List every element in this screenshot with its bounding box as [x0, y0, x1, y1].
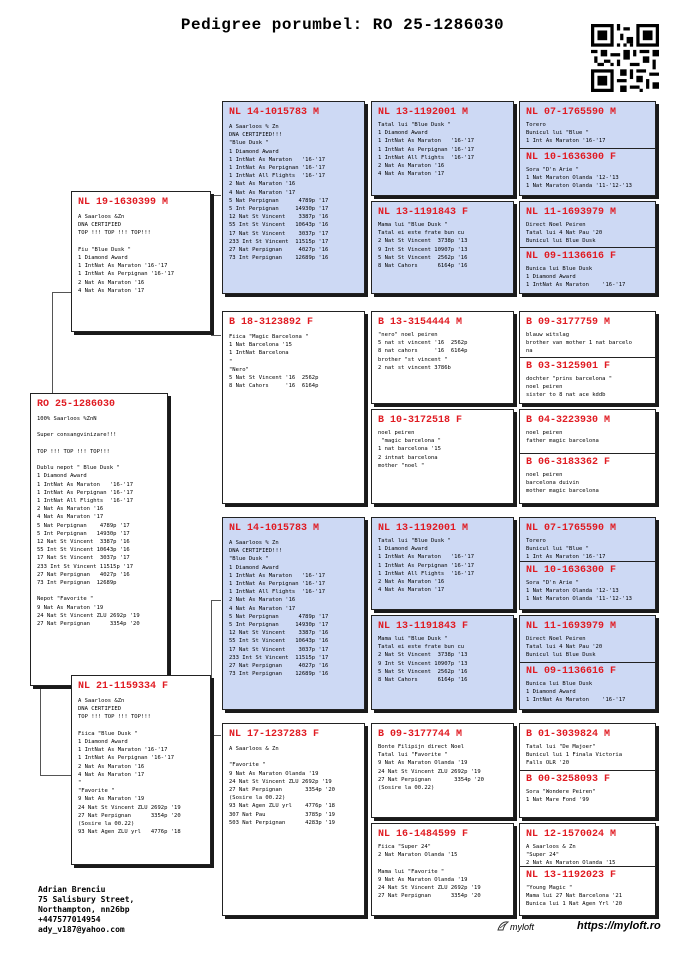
connector-line — [211, 735, 221, 736]
breeder-name: Adrian Brenciu — [38, 885, 106, 894]
ancestor-ring: NL 07-1765590 M — [526, 107, 617, 118]
ancestor-ring: NL 12-1570024 M — [526, 829, 617, 840]
ancestor-ring: NL 13-1191843 F — [378, 621, 469, 632]
dam-card[interactable] — [71, 675, 211, 865]
sire-ring: NL 19-1630399 M — [78, 197, 169, 208]
subject-details: 100% Saarloos %ZnN Super consangvinizare!!! TOP !!! TOP !!! TOP!!! Dublu nepot " Blue Dusk " 1 Diamond Award 1 IntNat As Maraton '16-'17 1 IntNat As Perpignan '16-'17 1 IntNat All Flights '16-'17 2 Nat As Maraton '16 4 Nat As Maraton '17 5 Nat Perpignan 4789p '17 5 Int Perpignan 14930p '17 12 Nat St Vincent 3387p '16 55 Int St Vincent 10643p '16 17 Nat St Vincent 3037p '17 233 Int St Vincent 11515p '17 27 Nat Perpignan 4027p '16 73 Int Perpignan 12689p Nepot "Favorite " 9 Nat As Maraton '19 24 Nat St Vincent ZLU 2692p '19 27 Nat Perpignan 3354p '20 — [37, 416, 140, 628]
subject-card[interactable] — [30, 393, 168, 686]
great-grandparent-card[interactable] — [371, 101, 514, 196]
gen4-pair-card[interactable] — [519, 823, 656, 916]
connector-line — [514, 628, 515, 672]
ancestor-ring: NL 09-1136616 F — [526, 666, 617, 677]
great-grandparent-card[interactable] — [371, 723, 514, 818]
sire-card[interactable] — [71, 191, 211, 332]
connector-line — [514, 837, 515, 879]
granddam-card[interactable] — [222, 723, 365, 916]
breeder-email[interactable]: ady_v187@yahoo.com — [38, 925, 125, 934]
connector-line — [365, 565, 366, 655]
ancestor-details: Tatal lui "Blue Dusk " 1 Diamond Award 1 IntNat As Maraton '16-'17 1 IntNat As Perpignan '16-'17 1 IntNat All Flights '16-'17 2 Nat As Maraton '16 4 Nat As Maraton '17 — [378, 122, 475, 178]
sire-details: A Saarloos &Zn DNA CERTIFIED TOP !!! TOP !!! TOP!!! Fiu "Blue Dusk " 1 Diamond Award 1 IntNat As Maraton '16-'17 1 IntNat As Perpignan '16-'17 2 Nat As Maraton '16 4 Nat As Maraton '17 — [78, 214, 175, 294]
ancestor-details: Mama lui "Blue Dusk " Tatal ei este frate bun cu 2 Nat St Vincent 3738p '13 9 Int St Vincent 10907p '13 5 Nat St Vincent 2562p '16 8 Nat Cahors 6164p '16 — [378, 636, 468, 684]
ancestor-ring: B 06-3183362 F — [526, 457, 611, 468]
ancestor-ring: NL 16-1484599 F — [378, 829, 469, 840]
page-title: Pedigree porumbel: RO 25-1286030 — [180, 16, 505, 34]
dam-ring: NL 21-1159334 F — [78, 681, 169, 692]
ancestor-ring: NL 11-1693979 M — [526, 207, 617, 218]
connector-line — [365, 150, 366, 240]
ancestor-ring: NL 09-1136616 F — [526, 251, 617, 262]
grandsire-card[interactable] — [222, 517, 365, 710]
connector-line — [40, 775, 72, 776]
ancestor-details: A Saarloos % Zn DNA CERTIFIED!!! "Blue Dusk " 1 Diamond Award 1 IntNat As Maraton '16-'17 1 IntNat As Perpignan '16-'17 1 IntNat All Flights '16-'17 2 Nat As Maraton '16 4 Nat As Maraton '17 5 Nat Perpignan 4789p '17 5 Int Perpignan 14930p '17 12 Nat St Vincent 3387p '16 55 Int St Vincent 10643p '16 17 Nat St Vincent 3037p '17 233 Int St Vincent 11515p '17 27 Nat Perpignan 4027p '16 73 Int Perpignan 12689p '16 — [229, 124, 329, 262]
ancestor-ring: NL 10-1636300 F — [526, 152, 617, 163]
connector-line — [365, 770, 366, 860]
gen4-pair-card[interactable] — [519, 409, 656, 504]
breeder-street: 75 Salisbury Street, — [38, 895, 135, 904]
ancestor-details: Tatal lui "Blue Dusk " 1 Diamond Award 1 IntNat As Maraton '16-'17 1 IntNat As Perpignan '16-'17 1 IntNat All Flights '16-'17 2 Nat As Maraton '16 4 Nat As Maraton '17 — [378, 538, 475, 594]
connector-line — [365, 365, 366, 455]
ancestor-ring: NL 13-1191843 F — [378, 207, 469, 218]
connector-line — [52, 292, 72, 293]
ancestor-details: Fiica "Super 24" 2 Nat Maraton Olanda '15 Mama lui "Favorite " 9 Nat As Maraton Olanda '19 24 Nat St Vincent ZLU 2692p '19 27 Nat Perpignan 3354p '20 — [378, 844, 481, 900]
ancestor-ring: NL 13-1192023 F — [526, 870, 617, 881]
ancestor-ring: B 00-3258093 F — [526, 774, 611, 785]
ancestor-ring: B 10-3172518 F — [378, 415, 463, 426]
ancestor-ring: NL 14-1015783 M — [229, 107, 320, 118]
ancestor-ring: B 18-3123892 F — [229, 317, 314, 328]
website-link[interactable]: https://myloft.ro — [577, 920, 661, 932]
dam-details: A Saarloos &Zn DNA CERTIFIED TOP !!! TOP !!! TOP!!! Fiica "Blue Dusk " 1 Diamond Award 1 IntNat As Maraton '16-'17 1 IntNat As Perpignan '16-'17 2 Nat As Maraton '16 4 Nat As Maraton '17 " "Favorite " 9 Nat As Maraton '19 24 Nat St Vincent ZLU 2692p '19 27 Nat Perpignan 3354p '20 (Sosire la 00.22) 93 Nat Agen ZLU yrl 4776p '18 — [78, 698, 181, 836]
myloft-logo-icon — [496, 919, 510, 933]
ancestor-details: Bunica lui Blue Dusk 1 Diamond Award 1 IntNat As Maraton '16-'17 — [526, 266, 626, 289]
connector-line — [211, 335, 221, 336]
ancestor-ring: B 09-3177759 M — [526, 317, 611, 328]
ancestor-ring: NL 13-1192001 M — [378, 107, 469, 118]
ancestor-ring: B 01-3039824 M — [526, 729, 611, 740]
connector-line — [211, 195, 221, 196]
gen4-pair-card[interactable] — [519, 201, 656, 294]
ancestor-details: A Saarloos & Zn "Favorite " 9 Nat As Maraton Olanda '19 24 Nat St Vincent ZLU 2692p '19 27 Nat Perpignan 3354p '20 (Sosire la 00.22) 93 Nat Agen ZLU yrl 4776p '18 307 Nat Pau 3785p '19 503 Nat Perpignan 4283p '19 — [229, 746, 335, 826]
ancestor-details: dochter "prins barcelona " noel peiren sister to 8 nat ace kddb — [526, 376, 613, 399]
breeder-contact — [38, 885, 134, 935]
ancestor-details: Bonte Filipijn direct Noel Tatal lui "Favorite " 9 Nat As Maraton Olanda '19 24 Nat St Vincent ZLU 2692p '19 27 Nat Perpignan 3354p '20 (Sosire la 00.22) — [378, 744, 484, 792]
ancestor-ring: B 04-3223930 M — [526, 415, 611, 426]
ancestor-ring: NL 14-1015783 M — [229, 523, 320, 534]
subject-ring: RO 25-1286030 — [37, 399, 116, 410]
ancestor-details: A Saarloos & Zn "Super 24" 2 Nat As Maraton Olanda '15 — [526, 844, 616, 867]
ancestor-details: Sora "Wondere Peiren" 1 Nat Mare Fond '99 — [526, 789, 596, 804]
gen4-pair-card[interactable] — [519, 311, 656, 404]
connector-line — [514, 540, 515, 580]
ancestor-details: noel peiren "magic barcelona " 1 nat barcelona '15 2 intnat barcelona mother "noel " — [378, 430, 441, 469]
great-grandparent-card[interactable] — [371, 517, 514, 610]
connector-line — [211, 600, 221, 601]
ancestor-details: Mama lui "Blue Dusk " Tatal ei este frate bun cu 2 Nat St Vincent 3738p '13 9 Int St Vincent 10907p '13 5 Nat St Vincent 2562p '16 8 Nat Cahors 6164p '16 — [378, 222, 468, 270]
granddam-card[interactable] — [222, 311, 365, 504]
ancestor-ring: NL 17-1237283 F — [229, 729, 320, 740]
ancestor-details: blauw witslag brother van mother 1 nat barcelo na — [526, 332, 632, 355]
brand-name: myloft — [510, 922, 535, 932]
connector-line — [211, 600, 212, 735]
great-grandparent-card[interactable] — [371, 201, 514, 294]
great-grandparent-card[interactable] — [371, 409, 514, 504]
ancestor-ring: B 13-3154444 M — [378, 317, 463, 328]
ancestor-details: "nero" noel peiren 5 nat st vincent '16 2562p 8 nat cahors '16 6164p brother "st vincent " 2 nat st vincent 3786b — [378, 332, 468, 371]
great-grandparent-card[interactable] — [371, 823, 514, 916]
connector-line — [514, 130, 515, 172]
breeder-city: Northampton, nn26bp — [38, 905, 130, 914]
ancestor-details: Direct Noel Peiren Tatal lui 4 Nat Pau '20 Bunicul lui Blue Dusk — [526, 636, 603, 659]
ancestor-details: "Young Magic " Mama lui 27 Nat Barcelona '21 Bunica lui 1 Nat Agen Yrl '20 — [526, 885, 623, 908]
ancestor-ring: NL 10-1636300 F — [526, 565, 617, 576]
ancestor-details: noel peiren barcelona duivin mother magic barcelona — [526, 472, 599, 495]
ancestor-details: Fiica "Magic Barcelona " 1 Nat Barcelona '15 1 IntNat Barcelona " "Nero" 5 Nat St Vincent '16 2562p 8 Nat Cahors '16 6164p — [229, 334, 319, 390]
ancestor-details: Torero Bunicul lui "Blue " 1 Int As Maraton '16-'17 — [526, 538, 606, 561]
ancestor-details: Sora "D'n Arie " 1 Nat Maraton Olanda '12-'13 1 Nat Maraton Olanda '11-'12-'13 — [526, 167, 632, 190]
great-grandparent-card[interactable] — [371, 615, 514, 710]
ancestor-details: noel peiren father magic barcelona — [526, 430, 599, 445]
ancestor-ring: NL 11-1693979 M — [526, 621, 617, 632]
ancestor-ring: B 03-3125901 F — [526, 361, 611, 372]
ancestor-details: Tatal lui "De Majoer" Bunicul lui 1 Finala Victoria Falls OLR '20 — [526, 744, 623, 767]
gen4-pair-card[interactable] — [519, 517, 656, 610]
connector-line — [52, 292, 53, 399]
ancestor-details: Direct Noel Peiren Tatal lui 4 Nat Pau '20 Bunicul lui Blue Dusk — [526, 222, 603, 245]
ancestor-ring: NL 13-1192001 M — [378, 523, 469, 534]
connector-line — [211, 195, 212, 335]
ancestor-ring: NL 07-1765590 M — [526, 523, 617, 534]
ancestor-details: Bunica lui Blue Dusk 1 Diamond Award 1 IntNat As Maraton '16-'17 — [526, 681, 626, 704]
great-grandparent-card[interactable] — [371, 311, 514, 404]
ancestor-details: Sora "D'n Arie " 1 Nat Maraton Olanda '12-'13 1 Nat Maraton Olanda '11-'12-'13 — [526, 580, 632, 603]
connector-line — [514, 742, 515, 784]
gen4-pair-card[interactable] — [519, 101, 656, 196]
connector-line — [514, 325, 515, 370]
gen4-pair-card[interactable] — [519, 615, 656, 710]
ancestor-details: A Saarloos % Zn DNA CERTIFIED!!! "Blue Dusk " 1 Diamond Award 1 IntNat As Maraton '16-'17 1 IntNat As Perpignan '16-'17 1 IntNat All Flights '16-'17 2 Nat As Maraton '16 4 Nat As Maraton '17 5 Nat Perpignan 4789p '17 5 Int Perpignan 14930p '17 12 Nat St Vincent 3387p '16 55 Int St Vincent 10643p '16 17 Nat St Vincent 3037p '17 233 Int St Vincent 11515p '17 27 Nat Perpignan 4027p '16 73 Int Perpignan 12689p '16 — [229, 540, 329, 678]
qr-code — [591, 24, 659, 92]
grandsire-card[interactable] — [222, 101, 365, 294]
breeder-phone: +447577014954 — [38, 915, 101, 924]
connector-line — [514, 425, 515, 473]
gen4-pair-card[interactable] — [519, 723, 656, 818]
ancestor-details: Torero Bunicul lui "Blue " 1 Int As Maraton '16-'17 — [526, 122, 606, 145]
ancestor-ring: B 09-3177744 M — [378, 729, 463, 740]
connector-line — [514, 225, 515, 270]
